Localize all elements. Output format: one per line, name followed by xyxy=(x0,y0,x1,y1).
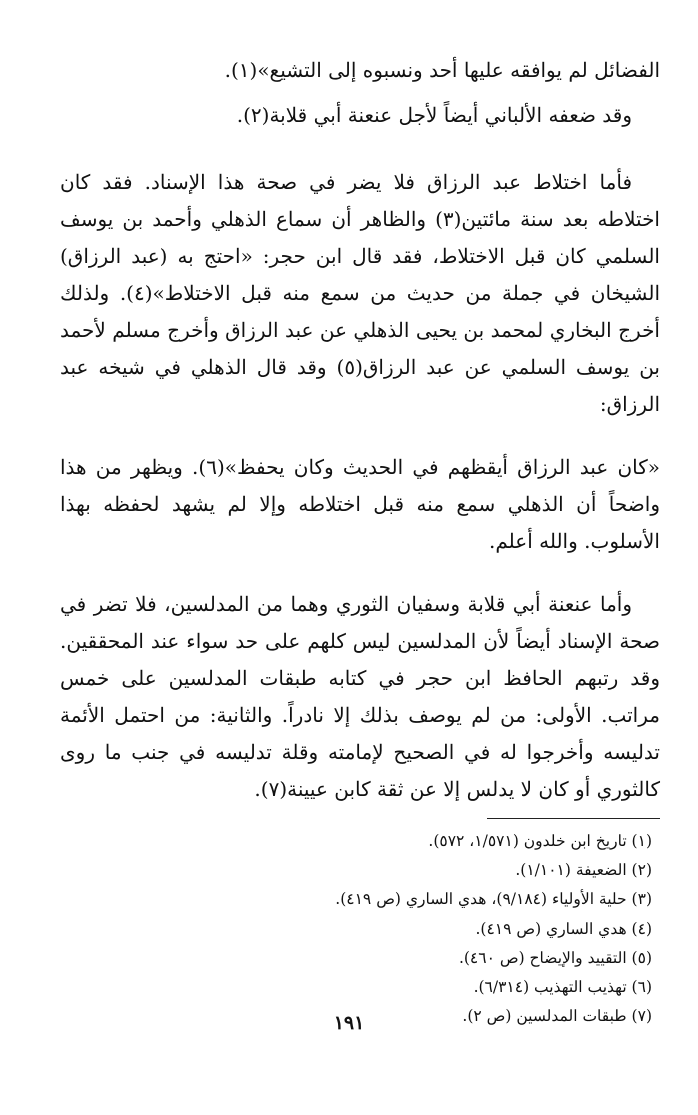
paragraph: «كان عبد الرزاق أيقظهم في الحديث وكان يحفظ»(٦). ويظهر من هذا واضحاً أن الذهلي سمع منه قبل اختلاطه وإلا لم يشهد لحفظه بهذا الأسلوب. والله أعلم. xyxy=(60,455,660,553)
footnote: (٧) طبقات المدلسين (ص ٢). xyxy=(462,1007,652,1026)
footnotes-list xyxy=(60,827,660,1031)
paragraph: وأما عنعنة أبي قلابة وسفيان الثوري وهما من المدلسين، فلا تضر في صحة الإسناد أيضاً لأن المدلسين ليس كلهم على حد سواء عند المحققين. وقد رتبهم الحافظ ابن حجر في كتابه طبقات المدلسين على خمس مراتب. الأولى: من لم يوصف بذلك إلا نادراً. والثانية: من احتمل الأئمة تدليسه وأخرجوا له في الصحيح لإمامته وقلة تدليسه في جنب ما روى كالثوري أو كان لا يدلس إلا عن ثقة كابن عيينة(٧). xyxy=(60,592,660,801)
footnote: (٤) هدي الساري (ص ٤١٩). xyxy=(475,919,652,938)
footnote: (٦) تهذيب التهذيب (٦/٣١٤). xyxy=(473,978,652,997)
page-body xyxy=(60,52,660,1031)
footnote: (٢) الضعيفة (١/١٠١). xyxy=(515,861,652,880)
footnote: (٣) حلية الأولياء (٩/١٨٤)، هدي الساري (ص ٤١٩). xyxy=(335,890,652,909)
footnote-divider xyxy=(487,818,660,819)
footnote: (٥) التقييد والإيضاح (ص ٤٦٠). xyxy=(458,948,652,967)
paragraph: فأما اختلاط عبد الرزاق فلا يضر في صحة هذا الإسناد. فقد كان اختلاطه بعد سنة مائتين(٣) والظاهر أن سماع الذهلي وأحمد بن يوسف السلمي كان قبل الاختلاط، فقد قال ابن حجر: «احتج به (عبد الرزاق) الشيخان في جملة من حديث من سمع منه قبل الاختلاط»(٤). ولذلك أخرج البخاري لمحمد بن يحيى الذهلي عن عبد الرزاق وأخرج مسلم لأحمد بن يوسف السلمي عن عبد الرزاق(٥) وقد قال الذهلي في شيخه عبد الرزاق: xyxy=(60,170,660,416)
page-number: ١٩١ xyxy=(333,1012,365,1034)
paragraph: وقد ضعفه الألباني أيضاً لأجل عنعنة أبي قلابة(٢). xyxy=(236,103,632,127)
footnote: (١) تاريخ ابن خلدون (١/٥٧١، ٥٧٢). xyxy=(428,832,652,850)
paragraph: الفضائل لم يوافقه عليها أحد ونسبوه إلى التشيع»(١). xyxy=(224,58,660,82)
